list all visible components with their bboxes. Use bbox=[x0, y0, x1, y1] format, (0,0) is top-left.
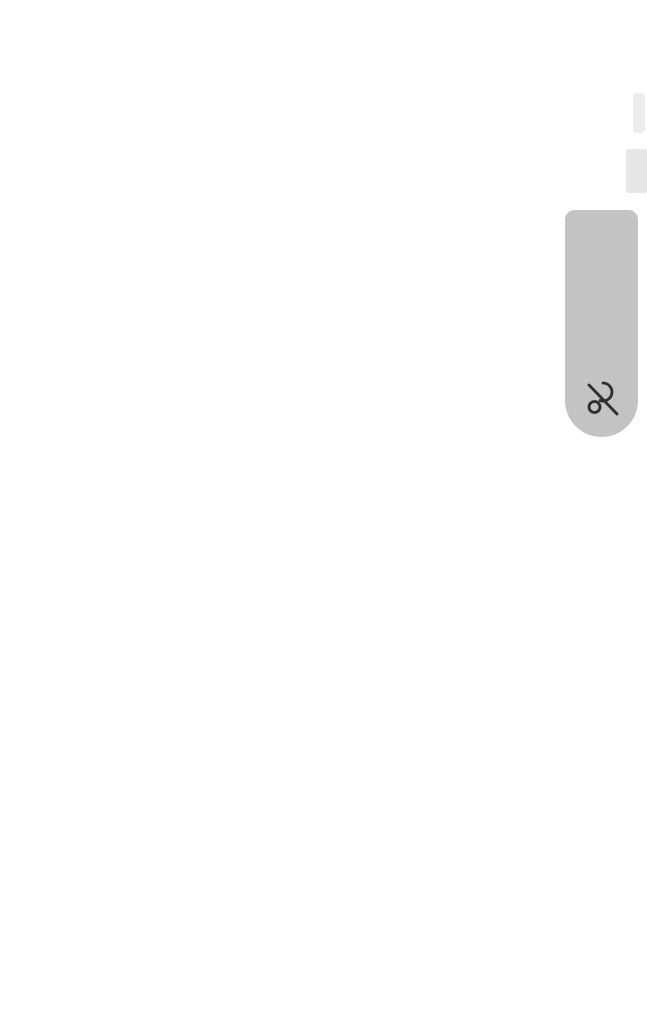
scan-artifact bbox=[626, 149, 647, 193]
scroll-handle[interactable] bbox=[565, 210, 638, 437]
pen-swirl-icon bbox=[583, 376, 623, 420]
distribution-item-row bbox=[34, 986, 58, 1002]
decision-heading-row bbox=[36, 31, 611, 50]
document-page bbox=[0, 0, 611, 50]
signature-block bbox=[303, 955, 549, 962]
internal-distribution bbox=[34, 981, 58, 1002]
scan-artifact bbox=[633, 93, 645, 133]
